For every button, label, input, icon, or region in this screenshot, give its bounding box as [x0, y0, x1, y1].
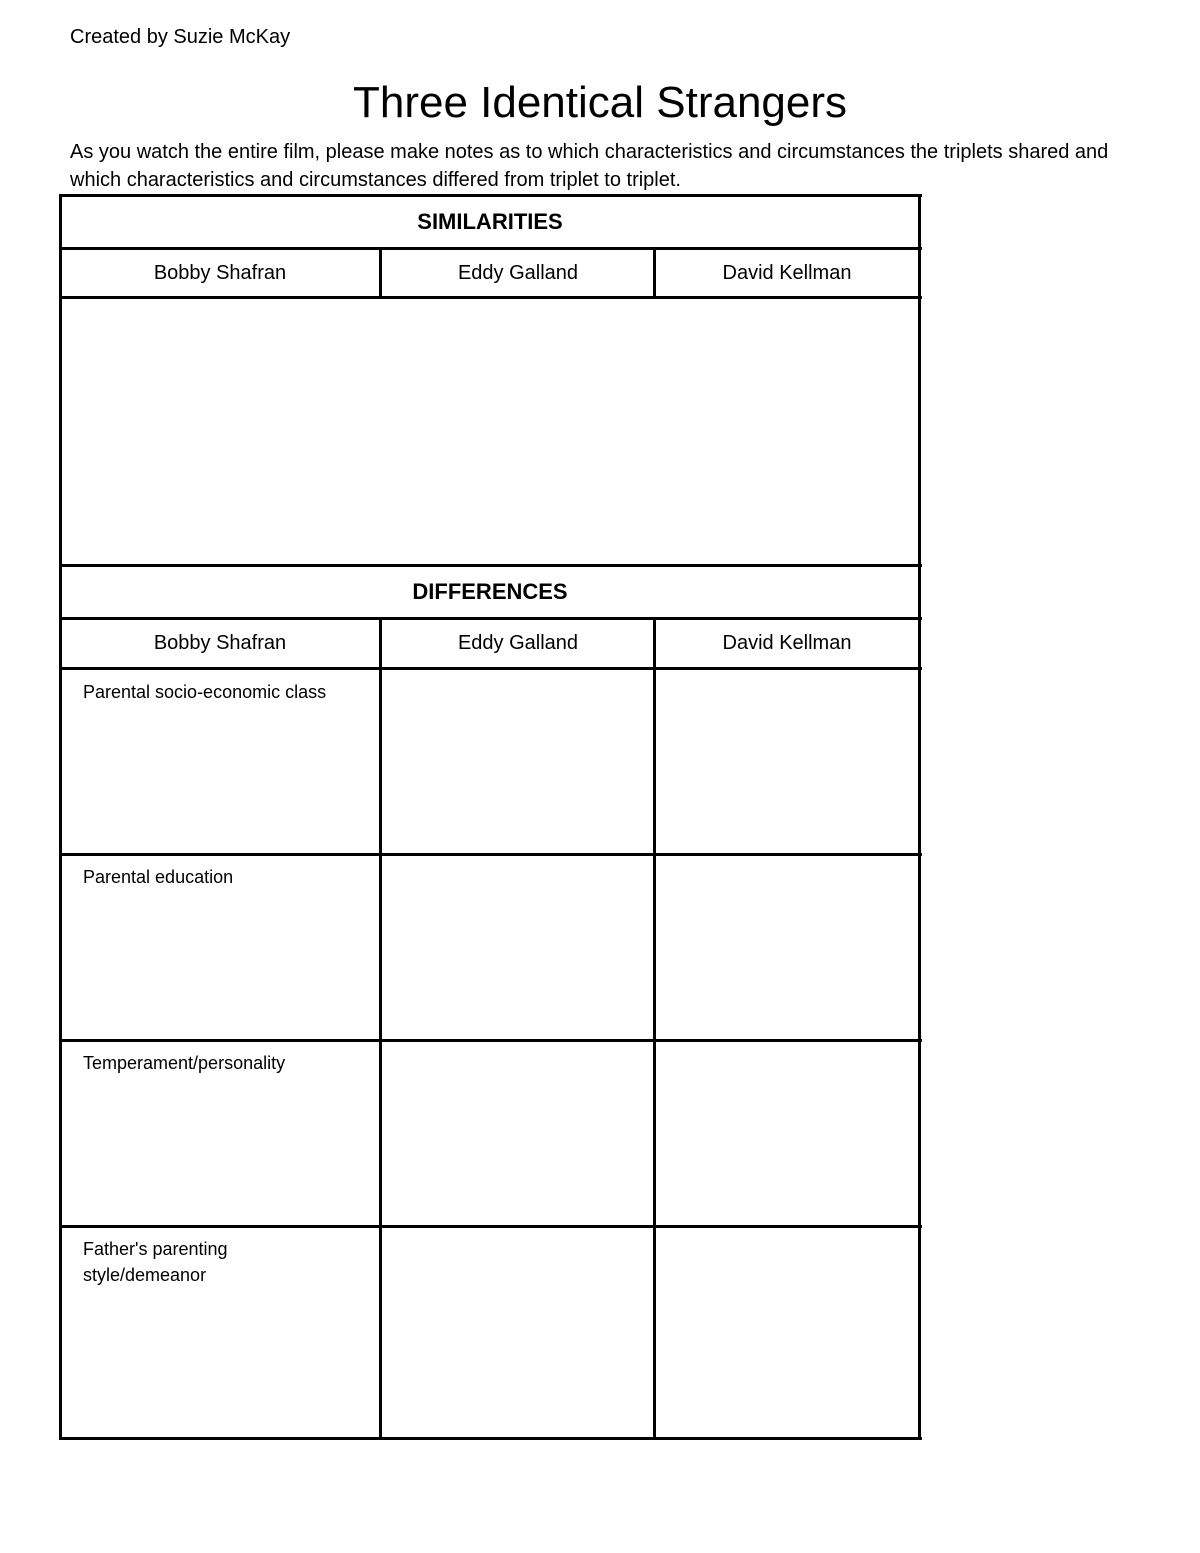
table-line: [59, 247, 922, 250]
column-header: Bobby Shafran: [153, 632, 287, 654]
column-header: Bobby Shafran: [153, 262, 287, 284]
table-line: [379, 617, 382, 1440]
page-title: Three Identical Strangers: [352, 78, 848, 127]
differences-heading: DIFFERENCES: [412, 579, 568, 604]
table-line: [918, 194, 921, 1440]
similarities-notes-area[interactable]: [62, 299, 918, 564]
table-line: [59, 564, 922, 567]
column-header: David Kellman: [722, 262, 852, 284]
column-header: David Kellman: [722, 632, 852, 654]
table-line: [59, 853, 922, 856]
row-label: Temperament/personality: [83, 1053, 286, 1073]
row-label: Parental socio-economic class: [83, 682, 327, 702]
table-line: [59, 617, 922, 620]
instructions: As you watch the entire film, please make notes as to which characteristics and circumstances the triplets shared and which characteristics and circumstances differed from triplet to triplet.: [70, 141, 1109, 191]
table-line: [59, 1039, 922, 1042]
table-line: [59, 194, 922, 197]
table-line: [59, 667, 922, 670]
author-credit: Created by Suzie McKay: [70, 26, 291, 48]
row-label: Father's parenting style/demeanor: [83, 1239, 228, 1285]
row-label: Parental education: [83, 867, 234, 887]
column-header: Eddy Galland: [457, 262, 579, 284]
table-line: [59, 1437, 922, 1440]
column-header: Eddy Galland: [457, 632, 579, 654]
similarities-heading: SIMILARITIES: [417, 209, 563, 234]
table-line: [59, 1225, 922, 1228]
table-line: [653, 617, 656, 1440]
